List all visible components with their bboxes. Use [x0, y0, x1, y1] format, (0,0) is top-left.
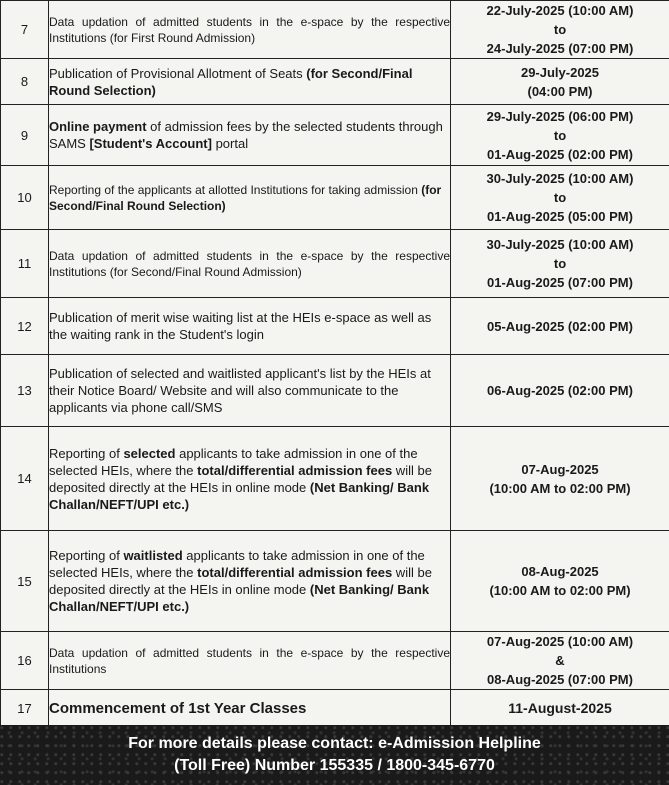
activity-text-bold: waitlisted — [123, 548, 183, 563]
activity-text: of admission fees by the selected students through SAMS — [49, 119, 443, 151]
table-row — [1, 59, 669, 105]
date-cell — [451, 1, 669, 59]
date-cell — [451, 427, 669, 531]
date-cell — [451, 105, 669, 166]
helpline-footer — [0, 725, 669, 785]
row-number: 14 — [1, 427, 49, 531]
date-line: 30-July-2025 (10:00 AM) — [486, 171, 634, 186]
table-row — [1, 355, 669, 427]
date-line: to — [553, 22, 567, 37]
row-number: 17 — [1, 690, 49, 727]
table-row — [1, 1, 669, 59]
date-cell — [451, 632, 669, 690]
activity-text: will be deposited directly at the HEIs in online mode — [49, 462, 432, 495]
date-line: 24-July-2025 (07:00 PM) — [486, 41, 634, 56]
date-line: 29-July-2025 (06:00 PM) — [486, 108, 634, 124]
helpline-line-1: For more details please contact: e-Admission Helpline — [128, 735, 541, 752]
date-line: 08-Aug-2025 — [521, 564, 599, 579]
date-line: 29-July-2025 — [520, 64, 600, 80]
table-row — [1, 166, 669, 230]
activity-cell — [49, 59, 451, 105]
activity-text-bold: total/differential admission fees — [197, 565, 393, 580]
helpline-line-2: (Toll Free) Number 155335 / 1800-345-6770 — [174, 757, 495, 774]
row-number: 9 — [1, 105, 49, 166]
table-row — [1, 690, 669, 727]
date-line: 07-Aug-2025 — [521, 461, 599, 477]
date-cell — [451, 531, 669, 632]
date-cell — [451, 298, 669, 355]
date-line: to — [553, 127, 567, 143]
activity-text-bold: [Student's Account] — [89, 136, 212, 151]
date-line: to — [553, 190, 567, 205]
date-line: (10:00 AM to 02:00 PM) — [489, 583, 631, 598]
table-row — [1, 427, 669, 531]
activity-text-bold: (Net Banking/ Bank Challan/NEFT/UPI etc.) — [49, 479, 430, 512]
date-cell — [451, 166, 669, 230]
activity-text: Reporting of — [49, 445, 124, 461]
date-line: 22-July-2025 (10:00 AM) — [486, 3, 634, 18]
table-row — [1, 105, 669, 166]
date-line: 30-July-2025 (10:00 AM) — [486, 237, 634, 252]
activity-text-bold: (for Second/Final Round Selection) — [49, 182, 442, 213]
row-number: 13 — [1, 355, 49, 427]
date-line: 11-August-2025 — [508, 699, 612, 716]
activity-cell: Publication of selected and waitlisted applicant's list by the HEIs at their Notice Board/ Website and will also communicate to the applicants via phone call/SMS — [49, 355, 451, 427]
date-line: & — [555, 653, 565, 668]
activity-text: Reporting of — [49, 548, 124, 563]
activity-text: portal — [211, 136, 249, 151]
activity-cell: Data updation of admitted students in the e-space by the respective Institutions (for First Round Admission) — [49, 1, 451, 59]
row-number: 10 — [1, 166, 49, 230]
activity-text: applicants to take admission in one of the selected HEIs, where the — [49, 548, 425, 580]
activity-cell: Data updation of admitted students in the e-space by the respective Institutions — [49, 632, 451, 690]
activity-cell: Data updation of admitted students in the e-space by the respective Institutions (for Second/Final Round Admission) — [49, 230, 451, 298]
activity-text-bold: Online payment — [49, 119, 147, 134]
date-cell — [451, 355, 669, 427]
activity-text-bold: selected — [123, 445, 176, 461]
date-line: 01-Aug-2025 (02:00 PM) — [487, 146, 633, 162]
date-cell — [451, 59, 669, 105]
activity-cell — [49, 531, 451, 632]
activity-cell — [49, 105, 451, 166]
date-line: 06-Aug-2025 (02:00 PM) — [487, 383, 633, 398]
date-line: 05-Aug-2025 (02:00 PM) — [487, 318, 633, 334]
activity-text: applicants to take admission in one of the selected HEIs, where the — [49, 445, 418, 478]
activity-text-bold: (for Second/Final Round Selection) — [49, 65, 413, 98]
table-row — [1, 230, 669, 298]
activity-cell — [49, 427, 451, 531]
table-row — [1, 632, 669, 690]
activity-text-bold: total/differential admission fees — [197, 462, 393, 478]
activity-text: Publication of Provisional Allotment of Seats — [49, 65, 307, 81]
row-number: 16 — [1, 632, 49, 690]
table-row — [1, 298, 669, 355]
row-number: 8 — [1, 59, 49, 105]
date-line: (10:00 AM to 02:00 PM) — [489, 480, 631, 496]
activity-cell: Commencement of 1st Year Classes — [49, 690, 451, 727]
date-line: 01-Aug-2025 (07:00 PM) — [487, 275, 633, 290]
date-line: 08-Aug-2025 (07:00 PM) — [487, 672, 633, 687]
activity-text: will be deposited directly at the HEIs in online mode — [49, 565, 432, 597]
activity-text-bold: (Net Banking/ Bank Challan/NEFT/UPI etc.) — [49, 582, 430, 614]
activity-cell: Publication of merit wise waiting list at the HEIs e-space as well as the waiting rank in the Student's login — [49, 298, 451, 355]
date-cell — [451, 690, 669, 727]
row-number: 7 — [1, 1, 49, 59]
date-line: to — [553, 256, 567, 271]
date-line: 01-Aug-2025 (05:00 PM) — [487, 209, 633, 224]
row-number: 15 — [1, 531, 49, 632]
row-number: 11 — [1, 230, 49, 298]
activity-cell — [49, 166, 451, 230]
row-number: 12 — [1, 298, 49, 355]
date-line: 07-Aug-2025 (10:00 AM) — [486, 634, 634, 649]
date-cell — [451, 230, 669, 298]
activity-text: Reporting of the applicants at allotted Institutions for taking admission — [49, 182, 422, 197]
date-line: (04:00 PM) — [527, 83, 593, 99]
table-row — [1, 531, 669, 632]
